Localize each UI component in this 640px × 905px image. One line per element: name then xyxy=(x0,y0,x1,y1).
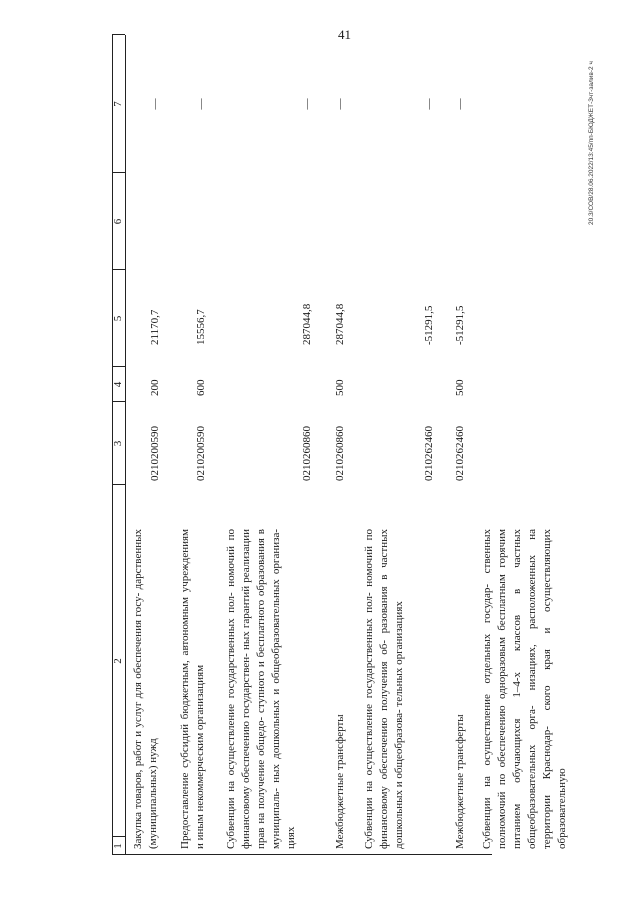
file-stamp-text: 20.3/СОВ/28.06.2022/13:45/пп-БЮДЖЕТ-3чт-залив-2 ч xyxy=(588,61,595,225)
header-col-5: 5 xyxy=(112,315,124,322)
row-4-name: Субвенции на осуществление государственных пол- номочий по финансовому обеспечению получения об- разования в частных дошкольных и общеобразова- тельных организациях xyxy=(363,529,405,849)
row-0-code: 0210200590 xyxy=(149,426,161,481)
row-0-name: Закупка товаров, работ и услуг для обеспечения госу- дарственных (муниципальных) нужд xyxy=(132,529,159,849)
header-col-3: 3 xyxy=(112,440,124,447)
row-6-name: Субвенции на осуществление отдельных государ- ственных полномочий по обеспечению одноразовым бесплатным горячим питанием обучающихся 1–4-х классов в частных общеобразовательных орга- низациях, расположенных на территории Краснодар- ского края и осуществляющих образовательную xyxy=(481,529,568,849)
row-4-col7: — xyxy=(423,98,435,110)
table-border-left xyxy=(112,854,492,855)
row-0-vr: 200 xyxy=(149,379,161,396)
header-col-2: 2 xyxy=(112,658,124,664)
header-col-7: 7 xyxy=(112,101,124,107)
budget-table xyxy=(112,35,568,855)
row-1-code: 0210200590 xyxy=(195,426,207,481)
row-4-code: 0210262460 xyxy=(423,426,435,481)
row-2-code: 0210260860 xyxy=(301,426,313,481)
row-3-col7: — xyxy=(334,98,346,110)
row-1-name: Предоставление субсидий бюджетным, автономным учреждениям и иным некоммерческим организациям xyxy=(179,529,206,849)
row-5-name: Межбюджетные трансферты xyxy=(454,714,466,849)
row-3-code: 0210260860 xyxy=(334,426,346,481)
row-5-vr: 500 xyxy=(454,379,466,396)
row-1-amount: 15556,7 xyxy=(195,309,207,345)
row-0-col7: — xyxy=(149,98,161,110)
row-1-col7: — xyxy=(195,98,207,110)
header-col-4: 4 xyxy=(112,381,124,388)
header-col-1: 1 xyxy=(112,843,124,849)
row-2-col7: — xyxy=(301,98,313,110)
row-3-vr: 500 xyxy=(334,379,346,396)
row-2-amount: 287044,8 xyxy=(301,303,313,345)
row-4-amount: -51291,5 xyxy=(423,305,435,345)
row-1-vr: 600 xyxy=(195,379,207,396)
header-bottom-line xyxy=(125,35,126,855)
row-5-code: 0210262460 xyxy=(454,426,466,481)
row-3-name: Межбюджетные трансферты xyxy=(334,714,346,849)
row-5-col7: — xyxy=(454,98,466,110)
row-2-name: Субвенции на осуществление государственных пол- номочий по финансовому обеспечению государствен- ных гарантий реализации прав на получение общедо- ступного и бесплатного образования в муниципаль- ных дошкольных и общеобразовательных организа- циях xyxy=(225,529,297,849)
row-3-amount: 287044,8 xyxy=(334,303,346,345)
row-0-amount: 21170,7 xyxy=(149,309,161,345)
page-number: 41 xyxy=(338,27,351,42)
row-5-amount: -51291,5 xyxy=(454,305,466,345)
header-col-6: 6 xyxy=(112,218,124,225)
